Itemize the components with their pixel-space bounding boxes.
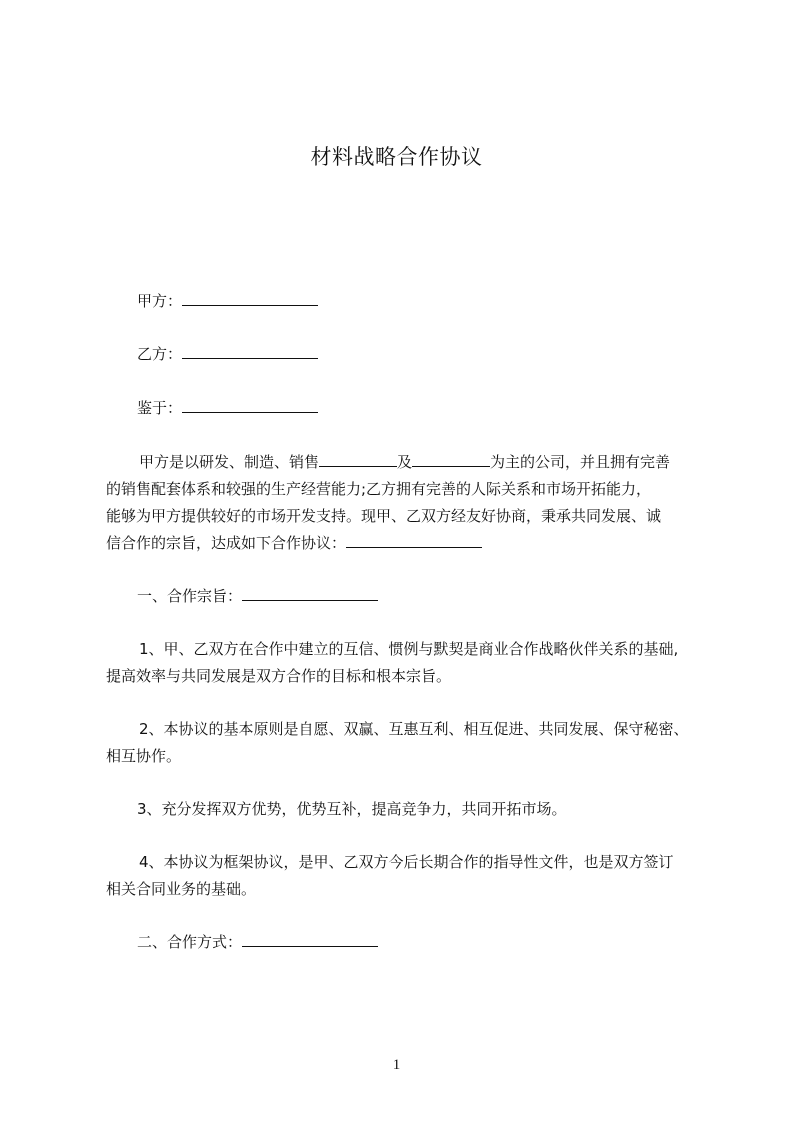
section2-heading-line [137, 931, 378, 953]
section1-item3-line1: 3、充分发挥双方优势，优势互补，提高竞争力，共同开拓市场。 [137, 800, 567, 818]
product-blank-2 [412, 451, 490, 467]
section1-item4-line2: 相关合同业务的基础。 [106, 880, 257, 898]
section2-blank [242, 931, 378, 947]
intro-line-2: 的销售配套体系和较强的生产经营能力;乙方拥有完善的人际关系和市场开拓能力， [106, 480, 652, 498]
section1-heading: 一、合作宗旨： [137, 587, 243, 605]
party-a-blank [182, 290, 318, 306]
intro-line1-b: 及 [397, 453, 413, 471]
section1-item2-line2: 相互协作。 [106, 747, 182, 765]
whereas-label: 鉴于： [137, 399, 183, 417]
agreement-blank [346, 532, 482, 548]
section1-item2-line1: 2、本协议的基本原则是自愿、双赢、互惠互利、相互促进、共同发展、保守秘密、 [139, 720, 689, 738]
whereas-blank [182, 397, 318, 413]
section1-blank [242, 585, 378, 601]
intro-line1-a: 甲方是以研发、制造、销售 [139, 453, 320, 471]
section1-item1-line2: 提高效率与共同发展是双方合作的目标和根本宗旨。 [106, 667, 452, 685]
intro-line1-c: 为主的公司，并且拥有完善 [490, 453, 671, 471]
party-b-line [137, 343, 318, 365]
intro-line-1 [139, 451, 670, 473]
intro-line-4 [106, 532, 482, 554]
section1-item1-line1: 1、甲、乙双方在合作中建立的互信、惯例与默契是商业合作战略伙伴关系的基础, [139, 640, 679, 658]
page-number: 1 [392, 1057, 401, 1073]
section1-heading-line [137, 585, 378, 607]
section1-item4-line1: 4、本协议为框架协议，是甲、乙双方今后长期合作的指导性文件，也是双方签订 [139, 853, 674, 871]
party-b-label: 乙方： [137, 345, 183, 363]
section2-heading: 二、合作方式： [137, 933, 243, 951]
intro-line-3: 能够为甲方提供较好的市场开发支持。现甲、乙双方经友好协商，秉承共同发展、诚 [106, 507, 662, 525]
party-b-blank [182, 343, 318, 359]
party-a-line [137, 290, 318, 312]
product-blank-1 [319, 451, 397, 467]
whereas-line [137, 397, 318, 419]
document-title: 材料战略合作协议 [310, 145, 483, 169]
party-a-label: 甲方： [137, 292, 183, 310]
intro-line4-text: 信合作的宗旨，达成如下合作协议： [106, 534, 347, 552]
